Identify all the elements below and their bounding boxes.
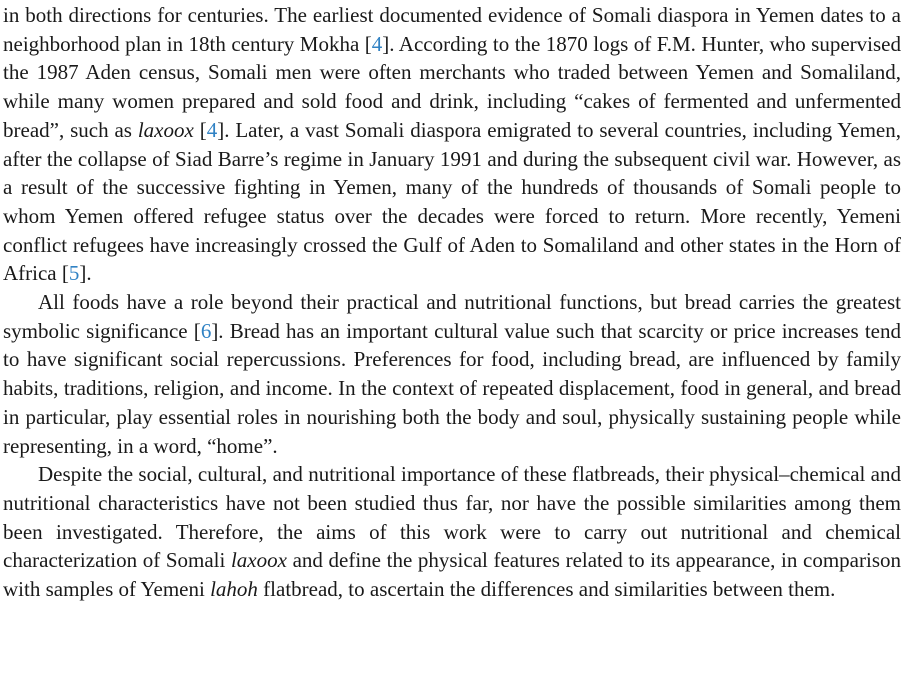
citation-number[interactable]: 6 — [200, 318, 212, 343]
text-run: ]. Later, a vast Somali diaspora emigrated to several countries, including Yemen, after the collapse of Siad Barre’s regime in January 1991 and during the subsequent civil war. However, as a result of the successive fighting in Yemen, many of the hundreds of thousands of Somali people to whom Yemen offered refugee status over the decades were forced to return. More recently, Yemeni conflict refugees have increasingly crossed the Gulf of Aden to Somaliland and other states in the Horn of Africa [ — [3, 117, 901, 286]
citation-number[interactable]: 5 — [68, 261, 80, 286]
paragraph-container — [3, 1, 901, 604]
text-run: [ — [193, 117, 207, 142]
text-run: and define the physical features related to its appearance, in comparison with samples of Yemeni — [3, 548, 901, 602]
text-run: Despite the social, cultural, and nutritional importance of these flatbreads, their physical–chemical and nutritional characteristics have not been studied thus far, nor have the possible similarities among them been investigated. Therefore, the aims of this work were to carry out nutritional and chemical characterization of Somali — [3, 462, 901, 573]
citation-number[interactable]: 4 — [371, 31, 383, 56]
paragraph — [3, 460, 901, 604]
italic-term: laxoox — [137, 117, 194, 142]
italic-term: lahoh — [210, 577, 258, 602]
text-run: ]. Bread has an important cultural value such that scarcity or price increases tend to have significant social repercussions. Preferences for food, including bread, are influenced by family habits, traditions, religion, and income. In the context of repeated displacement, food in general, and bread in particular, play essential roles in nourishing both the body and soul, physically sustaining people while representing, in a word, “home”. — [3, 318, 901, 458]
text-run: ]. — [79, 261, 92, 286]
text-run: flatbread, to ascertain the differences and similarities between them. — [257, 577, 836, 602]
paragraph — [3, 1, 901, 288]
text-run: ]. According to the 1870 logs of F.M. Hunter, who supervised the 1987 Aden census, Somali men were often merchants who traded between Yemen and Somaliland, while many women prepared and sold food and drink, including “cakes of fermented and unfermented bread”, such as — [3, 31, 901, 142]
citation-number[interactable]: 4 — [206, 117, 218, 142]
text-run: in both directions for centuries. The earliest documented evidence of Somali diaspora in Yemen dates to a neighborhood plan in 18th century Mokha [ — [3, 3, 901, 56]
text-run: All foods have a role beyond their practical and nutritional functions, but bread carries the greatest symbolic significance [ — [3, 290, 901, 343]
paragraph — [3, 288, 901, 460]
italic-term: laxoox — [230, 548, 287, 573]
